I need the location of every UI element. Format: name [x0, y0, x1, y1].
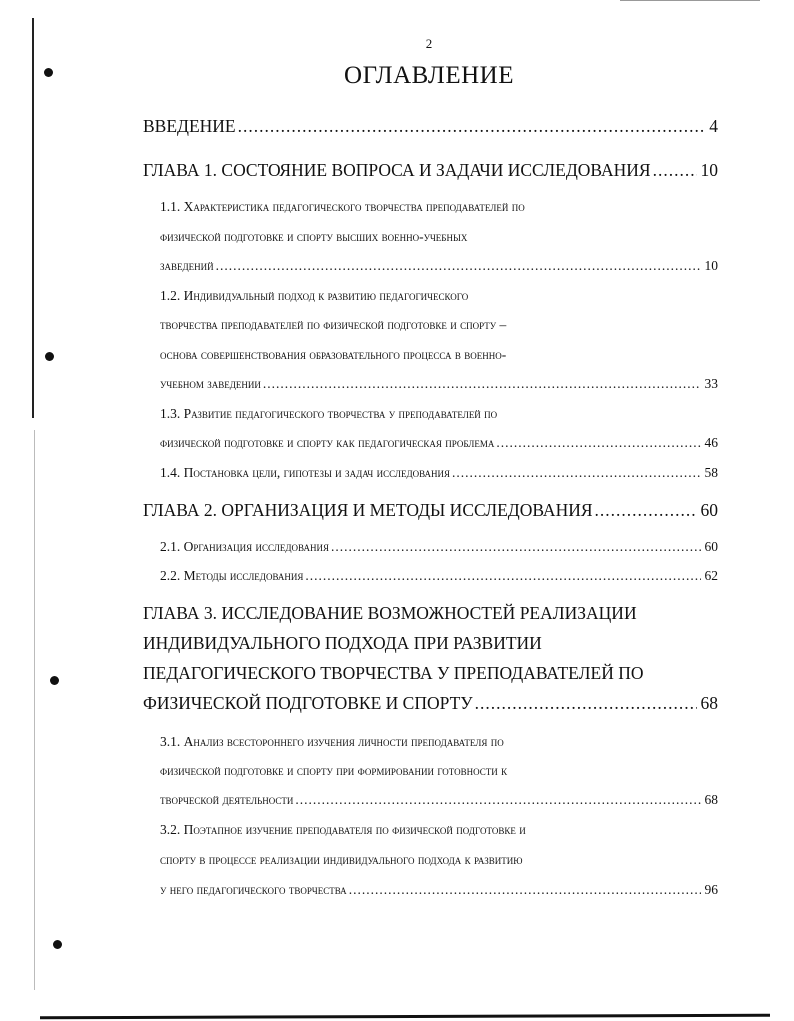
toc-page: 60	[700, 500, 718, 520]
toc-entry-2-1[interactable]	[160, 539, 718, 555]
dot-leader	[331, 539, 701, 555]
toc-entry-chapter-3-line[interactable]: ИНДИВИДУАЛЬНОГО ПОДХОДА ПРИ РАЗВИТИИ	[143, 633, 542, 653]
toc-entry-1-2-line[interactable]: творчества преподавателей по физической подготовке и спорту –	[160, 317, 507, 332]
toc-entry-1-4[interactable]	[160, 465, 718, 481]
toc-entry-chapter-3[interactable]	[143, 693, 718, 714]
toc-page: 4	[709, 116, 718, 136]
toc-label: ГЛАВА 2. ОРГАНИЗАЦИЯ И МЕТОДЫ ИССЛЕДОВАНИЯ	[143, 500, 593, 520]
toc-entry-1-1-line[interactable]: 1.1. Характеристика педагогического творчества преподавателей по	[160, 199, 525, 214]
toc-entry-3-1[interactable]	[160, 792, 718, 808]
toc-entry-1-1[interactable]	[160, 258, 718, 274]
toc-entry-chapter-1[interactable]	[143, 160, 718, 181]
bottom-scan-rule	[40, 1014, 770, 1020]
toc-page: 60	[704, 539, 718, 554]
toc-label: 2.1. Организация исследования	[160, 539, 329, 554]
dot-leader	[475, 693, 697, 714]
toc-label: ГЛАВА 1. СОСТОЯНИЕ ВОПРОСА И ЗАДАЧИ ИССЛЕДОВАНИЯ	[143, 160, 651, 180]
dot-leader	[263, 376, 701, 392]
dot-leader	[216, 258, 701, 274]
toc-label: учебном заведении	[160, 376, 261, 391]
toc-label: у него педагогического творчества	[160, 882, 347, 897]
toc-entry-1-1-line[interactable]: физической подготовке и спорту высших военно-учебных	[160, 229, 468, 244]
toc-label: 1.4. Постановка цели, гипотезы и задач исследования	[160, 465, 451, 480]
binding-margin-line-lower	[34, 430, 35, 990]
toc-page: 10	[704, 258, 718, 273]
toc-entry-1-3[interactable]	[160, 435, 718, 451]
toc-page: 68	[704, 792, 718, 807]
page-number: 2	[425, 36, 433, 51]
dot-leader	[349, 882, 701, 898]
toc-entry-chapter-3-line[interactable]: ПЕДАГОГИЧЕСКОГО ТВОРЧЕСТВА У ПРЕПОДАВАТЕЛЕЙ ПО	[143, 663, 644, 683]
punch-hole-mark	[53, 940, 62, 949]
toc-page: 46	[704, 435, 718, 450]
page-title: ОГЛАВЛЕНИЕ	[344, 62, 514, 89]
dot-leader	[238, 116, 706, 137]
punch-hole-mark	[50, 676, 59, 685]
toc-entry-1-2-line[interactable]: 1.2. Индивидуальный подход к развитию педагогического	[160, 288, 469, 303]
toc-entry-3-2-line[interactable]: 3.2. Поэтапное изучение преподавателя по физической подготовке и	[160, 822, 526, 837]
dot-leader	[653, 160, 697, 181]
toc-label: ВВЕДЕНИЕ	[143, 116, 236, 136]
toc-page: 96	[704, 882, 718, 897]
toc-page: 33	[704, 376, 718, 391]
dot-leader	[595, 500, 697, 521]
toc-page: 10	[700, 160, 718, 180]
punch-hole-mark	[45, 352, 54, 361]
toc-entry-intro[interactable]	[143, 116, 718, 137]
toc-entry-1-2-line[interactable]: основа совершенствования образовательного процесса в военно-	[160, 347, 507, 362]
toc-page: 58	[704, 465, 718, 480]
toc-entry-1-2[interactable]	[160, 376, 718, 392]
toc-label: ФИЗИЧЕСКОЙ ПОДГОТОВКЕ И СПОРТУ	[143, 693, 473, 713]
toc-entry-1-3-line[interactable]: 1.3. Развитие педагогического творчества у преподавателей по	[160, 406, 498, 421]
toc-label: творческой деятельности	[160, 792, 294, 807]
toc-label: заведений	[160, 258, 214, 273]
toc-entry-3-1-line[interactable]: физической подготовке и спорту при формировании готовности к	[160, 763, 508, 778]
dot-leader	[295, 792, 700, 808]
dot-leader	[305, 568, 700, 584]
dot-leader	[496, 435, 700, 451]
toc-label: физической подготовке и спорту как педагогическая проблема	[160, 435, 495, 450]
toc-entry-chapter-2[interactable]	[143, 500, 718, 521]
toc-page: 62	[704, 568, 718, 583]
toc-entry-3-1-line[interactable]: 3.1. Анализ всестороннего изучения личности преподавателя по	[160, 734, 504, 749]
toc-label: 2.2. Методы исследования	[160, 568, 304, 583]
toc-page: 68	[700, 693, 718, 713]
dot-leader	[452, 465, 700, 481]
toc-entry-2-2[interactable]	[160, 568, 718, 584]
scan-artifact	[620, 0, 760, 5]
toc-entry-3-2-line[interactable]: спорту в процессе реализации индивидуального подхода к развитию	[160, 852, 523, 867]
toc-entry-3-2[interactable]	[160, 882, 718, 898]
toc-entry-chapter-3-line[interactable]: ГЛАВА 3. ИССЛЕДОВАНИЕ ВОЗМОЖНОСТЕЙ РЕАЛИЗАЦИИ	[143, 603, 637, 623]
